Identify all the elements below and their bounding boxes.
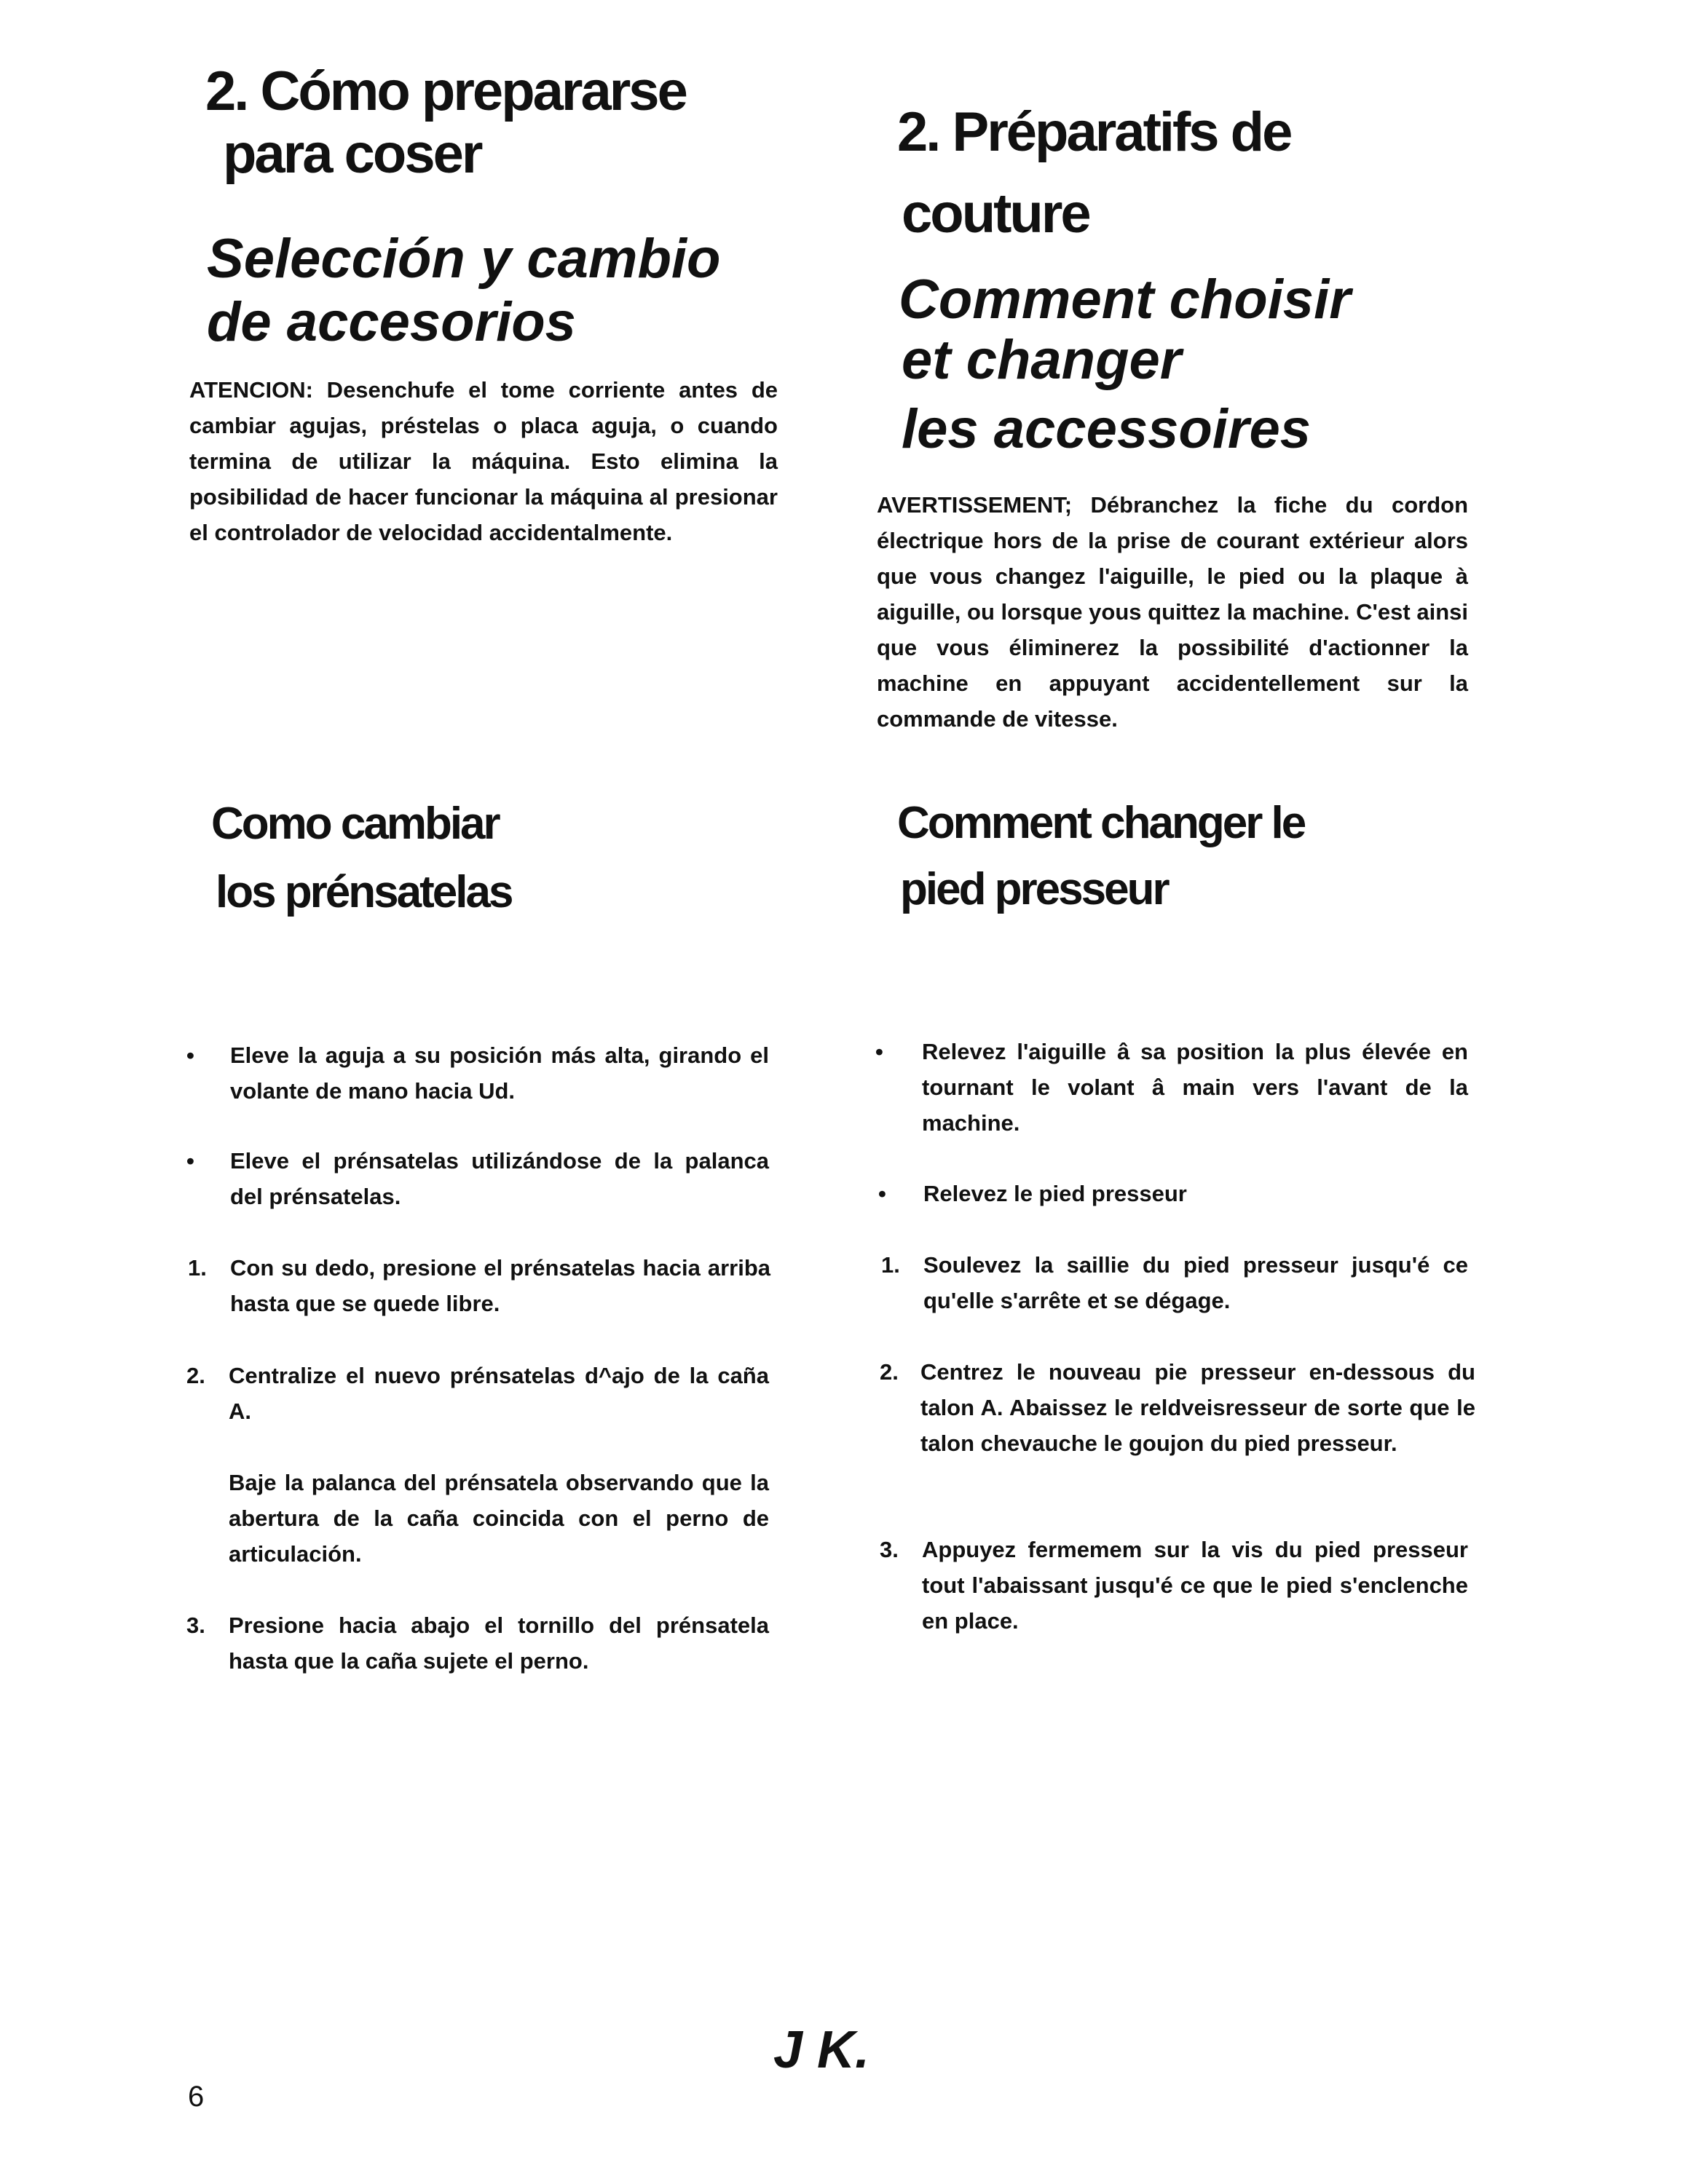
- right-step-raise-foot: [878, 1176, 1468, 1211]
- step-text: Presione hacia abajo el tornillo del prénsatela hasta que la caña sujete el perno.: [229, 1613, 769, 1674]
- bullet-marker: •: [875, 1039, 883, 1064]
- left-warning: ATENCION: Desenchufe el tome corriente antes de cambiar agujas, préstelas o placa aguja, o cuando termina de utilizar la máquina. Esto elimina la posibilidad de hacer funcionar la máquina al presionar el controlador de velocidad accidentalmente.: [189, 377, 778, 545]
- step-text: Relevez le pied presseur: [923, 1181, 1187, 1206]
- left-step-3: [186, 1607, 769, 1679]
- left-subtitle-line2: de accesorios: [207, 291, 576, 353]
- step-number: 1.: [188, 1255, 207, 1281]
- right-subtitle-line3: les accessoires: [902, 398, 1312, 460]
- right-subtitle-line2: et changer: [902, 329, 1182, 391]
- left-step-2: [186, 1358, 769, 1429]
- right-section-line2: pied presseur: [900, 864, 1168, 914]
- step-number: 2.: [186, 1363, 205, 1388]
- right-title-line2: couture: [902, 183, 1089, 245]
- step-text: Eleve la aguja a su posición más alta, girando el volante de mano hacia Ud.: [230, 1042, 769, 1104]
- left-section-line2: los prénsatelas: [216, 867, 512, 917]
- signature: J K.: [773, 2021, 870, 2079]
- left-title-line2: para coser: [223, 123, 481, 185]
- left-step-2-detail: [186, 1465, 769, 1572]
- left-step-1: [188, 1250, 770, 1321]
- step-number: 2.: [880, 1359, 899, 1385]
- step-text: Centralize el nuevo prénsatelas d^ajo de la caña A.: [229, 1363, 769, 1424]
- step-text: Relevez l'aiguille â sa position la plus élevée en tournant le volant â main vers l'avant de la machine.: [922, 1039, 1468, 1136]
- bullet-marker: •: [186, 1148, 194, 1174]
- step-text: Centrez le nouveau pie presseur en-dessous du talon A. Abaissez le reldveisresseur de sorte que le talon chevauche le goujon du pied presseur.: [920, 1359, 1475, 1456]
- left-title-line1: 2. Cómo prepararse: [205, 60, 686, 122]
- left-subtitle-line1: Selección y cambio: [207, 228, 721, 290]
- right-subtitle-line1: Comment choisir: [899, 269, 1351, 331]
- right-section-line1: Comment changer le: [897, 798, 1305, 848]
- step-text: Appuyez fermemem sur la vis du pied presseur tout l'abaissant jusqu'é ce que le pied s'enclenche en place.: [922, 1537, 1468, 1634]
- bullet-marker: •: [878, 1181, 886, 1206]
- step-text: Eleve el prénsatelas utilizándose de la palanca del prénsatelas.: [230, 1148, 769, 1209]
- right-step-3: [880, 1532, 1468, 1639]
- right-step-raise-needle: [875, 1034, 1468, 1141]
- right-warning: AVERTISSEMENT; Débranchez la fiche du cordon électrique hors de la prise de courant extérieur alors que vous changez l'aiguille, le pied ou la plaque à aiguille, ou lorsque yous quittez la machine. C'est ainsi que vous éliminerez la possibilité d'actionner la machine en appuyant accidentellement sur la commande de vitesse.: [877, 492, 1468, 732]
- step-number: 3.: [880, 1537, 899, 1562]
- right-step-1: [881, 1247, 1468, 1318]
- left-section-line1: Como cambiar: [211, 799, 499, 849]
- page-number: 6: [188, 2081, 205, 2113]
- step-number: 1.: [881, 1252, 900, 1278]
- step-text: Baje la palanca del prénsatela observando que la abertura de la caña coincida con el perno de articulación.: [229, 1470, 769, 1567]
- step-number: 3.: [186, 1613, 205, 1638]
- right-step-2: [880, 1354, 1475, 1461]
- bullet-marker: •: [186, 1042, 194, 1068]
- step-text: Con su dedo, presione el prénsatelas hacia arriba hasta que se quede libre.: [230, 1255, 770, 1316]
- right-title-line1: 2. Préparatifs de: [897, 101, 1291, 163]
- left-step-raise-foot: [186, 1143, 769, 1214]
- step-text: Soulevez la saillie du pied presseur jusqu'é ce qu'elle s'arrête et se dégage.: [923, 1252, 1468, 1313]
- left-step-raise-needle: [186, 1037, 769, 1109]
